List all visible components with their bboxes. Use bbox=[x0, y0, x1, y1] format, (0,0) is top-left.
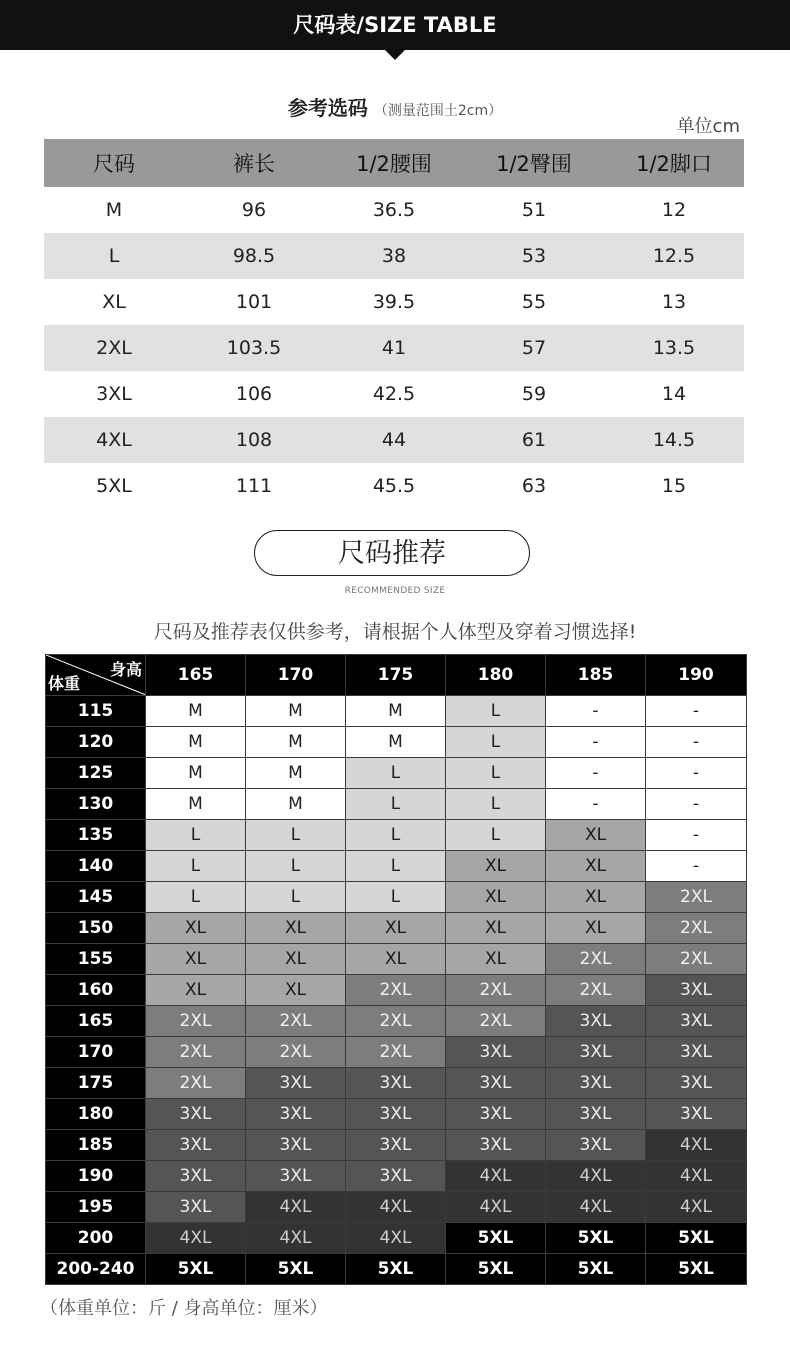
weight-cell: 125 bbox=[46, 758, 146, 789]
recommend-row bbox=[46, 1006, 747, 1037]
size-recommendation-cell: 3XL bbox=[446, 1037, 546, 1068]
size-cell: 3XL bbox=[96, 383, 132, 405]
size-recommendation-cell: 2XL bbox=[646, 944, 747, 975]
reference-heading bbox=[0, 92, 790, 121]
recommend-row bbox=[46, 1254, 747, 1285]
recommend-row bbox=[46, 1037, 747, 1068]
size-cell: 59 bbox=[521, 383, 547, 405]
recommend-row bbox=[46, 975, 747, 1006]
size-recommendation-cell: 3XL bbox=[246, 1161, 346, 1192]
size-recommendation-cell: L bbox=[446, 727, 546, 758]
recommend-row bbox=[46, 758, 747, 789]
size-recommendation-cell: L bbox=[246, 820, 346, 851]
size-cell: 13.5 bbox=[604, 325, 744, 371]
size-recommendation-cell: M bbox=[346, 727, 446, 758]
page-banner bbox=[0, 0, 790, 50]
size-recommendation-cell: 4XL bbox=[546, 1161, 646, 1192]
size-table-body bbox=[44, 187, 744, 509]
size-recommendation-cell: XL bbox=[446, 913, 546, 944]
size-cell: 41 bbox=[324, 325, 464, 371]
weight-cell: 190 bbox=[46, 1161, 146, 1192]
weight-cell: 120 bbox=[46, 727, 146, 758]
size-recommendation-cell: M bbox=[346, 696, 446, 727]
size-row bbox=[44, 233, 744, 279]
header-corner bbox=[46, 655, 146, 696]
size-cell: 15 bbox=[661, 475, 687, 497]
size-recommendation-cell: 4XL bbox=[646, 1130, 747, 1161]
size-recommendation-cell: XL bbox=[446, 882, 546, 913]
size-recommendation-cell: - bbox=[546, 727, 646, 758]
size-recommendation-cell: 3XL bbox=[246, 1068, 346, 1099]
size-recommendation-cell: L bbox=[146, 882, 246, 913]
size-recommendation-cell: 3XL bbox=[346, 1099, 446, 1130]
size-table-header bbox=[44, 139, 744, 187]
size-recommendation-cell: 3XL bbox=[546, 1099, 646, 1130]
header-hip: 1/2臀围 bbox=[464, 139, 604, 187]
recommend-subtitle: RECOMMENDED SIZE bbox=[344, 586, 446, 596]
size-recommendation-cell: - bbox=[646, 789, 747, 820]
size-recommendation-cell: L bbox=[446, 696, 546, 727]
size-cell: L bbox=[44, 233, 184, 279]
size-recommendation-cell: 4XL bbox=[646, 1192, 747, 1223]
size-cell: 14.5 bbox=[604, 417, 744, 463]
recommend-row bbox=[46, 820, 747, 851]
banner-arrow-icon bbox=[385, 50, 405, 60]
size-recommendation-cell: 4XL bbox=[446, 1192, 546, 1223]
size-recommendation-cell: XL bbox=[446, 944, 546, 975]
size-cell: 12 bbox=[661, 199, 687, 221]
weight-cell: 160 bbox=[46, 975, 146, 1006]
height-header: 175 bbox=[346, 655, 446, 696]
size-recommendation-cell: XL bbox=[446, 851, 546, 882]
weight-cell: 115 bbox=[46, 696, 146, 727]
size-recommendation-cell: 5XL bbox=[646, 1254, 747, 1285]
size-recommendation-cell: 2XL bbox=[546, 975, 646, 1006]
size-recommendation-cell: 5XL bbox=[146, 1254, 246, 1285]
size-recommendation-cell: L bbox=[246, 851, 346, 882]
height-header: 185 bbox=[546, 655, 646, 696]
size-cell: 38 bbox=[324, 233, 464, 279]
size-recommendation-cell: M bbox=[146, 758, 246, 789]
size-recommendation-cell: 3XL bbox=[646, 1068, 747, 1099]
size-recommendation-cell: XL bbox=[246, 913, 346, 944]
recommend-row bbox=[46, 944, 747, 975]
size-recommendation-cell: 5XL bbox=[546, 1223, 646, 1254]
weight-cell: 140 bbox=[46, 851, 146, 882]
size-recommendation-cell: XL bbox=[346, 944, 446, 975]
size-recommendation-cell: 2XL bbox=[146, 1037, 246, 1068]
size-cell: XL bbox=[102, 291, 126, 313]
height-header: 180 bbox=[446, 655, 546, 696]
size-recommendation-cell: M bbox=[246, 727, 346, 758]
size-recommendation-cell: 5XL bbox=[246, 1254, 346, 1285]
size-recommendation-cell: 3XL bbox=[346, 1161, 446, 1192]
size-recommendation-cell: M bbox=[146, 696, 246, 727]
banner-title: 尺码表/SIZE TABLE bbox=[293, 13, 497, 37]
header-size: 尺码 bbox=[44, 139, 184, 187]
recommend-title: 尺码推荐 bbox=[338, 538, 446, 569]
size-recommendation-cell: 4XL bbox=[246, 1223, 346, 1254]
size-recommendation-cell: - bbox=[646, 820, 747, 851]
size-cell: 45.5 bbox=[372, 475, 416, 497]
recommend-row bbox=[46, 1068, 747, 1099]
size-cell: 108 bbox=[184, 417, 324, 463]
size-cell: 111 bbox=[235, 475, 273, 497]
size-cell: 44 bbox=[324, 417, 464, 463]
size-recommendation-cell: 2XL bbox=[346, 1006, 446, 1037]
size-recommendation-cell: XL bbox=[546, 882, 646, 913]
height-header: 165 bbox=[146, 655, 246, 696]
recommend-row bbox=[46, 1223, 747, 1254]
recommend-row bbox=[46, 882, 747, 913]
size-recommendation-cell: 5XL bbox=[646, 1223, 747, 1254]
height-header: 190 bbox=[646, 655, 747, 696]
size-cell: 42.5 bbox=[372, 383, 416, 405]
size-cell: 4XL bbox=[44, 417, 184, 463]
size-cell: 96 bbox=[241, 199, 267, 221]
size-row bbox=[44, 417, 744, 463]
weight-cell: 150 bbox=[46, 913, 146, 944]
size-cell: 61 bbox=[464, 417, 604, 463]
size-recommendation-cell: 5XL bbox=[346, 1254, 446, 1285]
size-cell: 57 bbox=[464, 325, 604, 371]
weight-cell: 145 bbox=[46, 882, 146, 913]
header-hem: 1/2脚口 bbox=[604, 139, 744, 187]
size-cell: 5XL bbox=[96, 475, 132, 497]
recommend-row bbox=[46, 913, 747, 944]
size-recommendation-cell: - bbox=[546, 758, 646, 789]
size-recommendation-cell: 4XL bbox=[546, 1192, 646, 1223]
height-axis-label: 身高 bbox=[109, 660, 142, 679]
size-recommendation-cell: 3XL bbox=[446, 1099, 546, 1130]
size-recommendation-cell: 3XL bbox=[546, 1006, 646, 1037]
size-row bbox=[44, 463, 744, 509]
weight-cell: 200 bbox=[46, 1223, 146, 1254]
weight-cell: 170 bbox=[46, 1037, 146, 1068]
size-recommendation-cell: M bbox=[246, 696, 346, 727]
size-recommendation-cell: 2XL bbox=[246, 1037, 346, 1068]
recommend-row bbox=[46, 851, 747, 882]
size-recommendation-cell: L bbox=[146, 820, 246, 851]
recommend-row bbox=[46, 1192, 747, 1223]
size-recommendation-cell: L bbox=[446, 758, 546, 789]
size-recommendation-cell: 2XL bbox=[546, 944, 646, 975]
size-recommendation-cell: 4XL bbox=[446, 1161, 546, 1192]
size-recommendation-cell: 3XL bbox=[246, 1099, 346, 1130]
size-recommendation-cell: L bbox=[146, 851, 246, 882]
size-table bbox=[44, 139, 744, 509]
weight-cell: 175 bbox=[46, 1068, 146, 1099]
reference-note: （测量范围土2cm） bbox=[373, 103, 503, 119]
header-waist: 1/2腰围 bbox=[324, 139, 464, 187]
size-recommendation-cell: - bbox=[646, 851, 747, 882]
size-recommendation-cell: 3XL bbox=[646, 1006, 747, 1037]
weight-cell: 180 bbox=[46, 1099, 146, 1130]
size-recommendation-cell: 3XL bbox=[146, 1130, 246, 1161]
size-row bbox=[44, 325, 744, 371]
size-recommendation-cell: 3XL bbox=[546, 1068, 646, 1099]
size-cell: 63 bbox=[521, 475, 547, 497]
recommend-row bbox=[46, 1130, 747, 1161]
size-row bbox=[44, 279, 744, 325]
size-recommendation-cell: - bbox=[646, 758, 747, 789]
size-recommendation-cell: 3XL bbox=[646, 1099, 747, 1130]
recommend-note: 尺码及推荐表仅供参考，请根据个人体型及穿着习惯选择! bbox=[153, 621, 637, 643]
size-cell: 39.5 bbox=[372, 291, 416, 313]
size-recommendation-cell: 3XL bbox=[146, 1161, 246, 1192]
size-recommendation-cell: L bbox=[346, 789, 446, 820]
size-recommendation-cell: 4XL bbox=[246, 1192, 346, 1223]
size-recommendation-cell: L bbox=[446, 789, 546, 820]
size-recommendation-cell: 4XL bbox=[346, 1192, 446, 1223]
size-recommendation-cell: XL bbox=[146, 975, 246, 1006]
size-recommendation-cell: 5XL bbox=[446, 1254, 546, 1285]
unit-label: 单位cm bbox=[676, 116, 740, 137]
recommend-row bbox=[46, 696, 747, 727]
size-recommendation-cell: XL bbox=[246, 975, 346, 1006]
size-recommendation-cell: XL bbox=[546, 913, 646, 944]
size-recommendation-cell: XL bbox=[546, 851, 646, 882]
size-recommendation-cell: 2XL bbox=[146, 1006, 246, 1037]
size-recommendation-cell: 3XL bbox=[146, 1099, 246, 1130]
height-header: 170 bbox=[246, 655, 346, 696]
size-recommendation-cell: XL bbox=[146, 913, 246, 944]
size-recommendation-cell: 4XL bbox=[346, 1223, 446, 1254]
reference-title: 参考选码 bbox=[287, 96, 368, 120]
size-recommendation-cell: 2XL bbox=[646, 882, 747, 913]
size-recommendation-cell: XL bbox=[146, 944, 246, 975]
size-recommendation-cell: 3XL bbox=[346, 1130, 446, 1161]
size-recommendation-cell: 2XL bbox=[446, 1006, 546, 1037]
size-recommendation-cell: - bbox=[546, 696, 646, 727]
size-recommendation-cell: L bbox=[246, 882, 346, 913]
recommend-row bbox=[46, 789, 747, 820]
size-cell: 101 bbox=[235, 291, 273, 313]
weight-cell: 165 bbox=[46, 1006, 146, 1037]
size-recommendation-cell: 5XL bbox=[446, 1223, 546, 1254]
recommend-table bbox=[45, 654, 747, 1285]
recommend-pill bbox=[254, 530, 530, 576]
size-row bbox=[44, 187, 744, 233]
recommend-table-body bbox=[46, 696, 747, 1285]
weight-axis-label: 体重 bbox=[48, 674, 81, 693]
size-recommendation-cell: 2XL bbox=[146, 1068, 246, 1099]
size-recommendation-cell: 3XL bbox=[146, 1192, 246, 1223]
size-recommendation-cell: XL bbox=[546, 820, 646, 851]
size-recommendation-cell: 2XL bbox=[446, 975, 546, 1006]
size-recommendation-cell: L bbox=[346, 758, 446, 789]
recommend-table-header bbox=[46, 655, 747, 696]
size-cell: 12.5 bbox=[604, 233, 744, 279]
size-recommendation-cell: 3XL bbox=[446, 1068, 546, 1099]
weight-cell: 195 bbox=[46, 1192, 146, 1223]
weight-cell: 155 bbox=[46, 944, 146, 975]
size-recommendation-cell: 2XL bbox=[346, 1037, 446, 1068]
size-cell: 13 bbox=[661, 291, 687, 313]
weight-cell: 130 bbox=[46, 789, 146, 820]
weight-cell: 200-240 bbox=[46, 1254, 146, 1285]
size-cell: 103.5 bbox=[184, 325, 324, 371]
size-recommendation-cell: L bbox=[446, 820, 546, 851]
size-recommendation-cell: - bbox=[546, 789, 646, 820]
recommend-row bbox=[46, 1161, 747, 1192]
size-cell: 51 bbox=[521, 199, 547, 221]
size-recommendation-cell: XL bbox=[346, 913, 446, 944]
size-recommendation-cell: 5XL bbox=[546, 1254, 646, 1285]
size-cell: M bbox=[105, 199, 123, 221]
weight-cell: 185 bbox=[46, 1130, 146, 1161]
size-cell: 2XL bbox=[44, 325, 184, 371]
size-cell: 36.5 bbox=[372, 199, 416, 221]
size-recommendation-cell: L bbox=[346, 882, 446, 913]
size-recommendation-cell: M bbox=[146, 727, 246, 758]
size-recommendation-cell: L bbox=[346, 851, 446, 882]
size-recommendation-cell: M bbox=[146, 789, 246, 820]
size-recommendation-cell: 3XL bbox=[246, 1130, 346, 1161]
size-recommendation-cell: 4XL bbox=[146, 1223, 246, 1254]
size-recommendation-cell: M bbox=[246, 758, 346, 789]
size-recommendation-cell: XL bbox=[246, 944, 346, 975]
size-cell: 106 bbox=[235, 383, 273, 405]
size-recommendation-cell: 4XL bbox=[646, 1161, 747, 1192]
header-length: 裤长 bbox=[184, 139, 324, 187]
size-recommendation-cell: 3XL bbox=[546, 1037, 646, 1068]
size-recommendation-cell: 3XL bbox=[346, 1068, 446, 1099]
size-row bbox=[44, 371, 744, 417]
weight-cell: 135 bbox=[46, 820, 146, 851]
size-recommendation-cell: L bbox=[346, 820, 446, 851]
size-recommendation-cell: 3XL bbox=[646, 1037, 747, 1068]
size-recommendation-cell: - bbox=[646, 696, 747, 727]
size-recommendation-cell: 2XL bbox=[646, 913, 747, 944]
recommend-row bbox=[46, 727, 747, 758]
size-cell: 14 bbox=[661, 383, 687, 405]
units-footnote: （体重单位：斤 / 身高单位：厘米） bbox=[40, 1298, 328, 1319]
size-cell: 55 bbox=[521, 291, 547, 313]
size-cell: 53 bbox=[464, 233, 604, 279]
recommend-row bbox=[46, 1099, 747, 1130]
size-recommendation-cell: 3XL bbox=[646, 975, 747, 1006]
size-recommendation-cell: 2XL bbox=[346, 975, 446, 1006]
size-cell: 98.5 bbox=[184, 233, 324, 279]
size-recommendation-cell: M bbox=[246, 789, 346, 820]
size-recommendation-cell: 2XL bbox=[246, 1006, 346, 1037]
size-recommendation-cell: 3XL bbox=[546, 1130, 646, 1161]
size-recommendation-cell: 3XL bbox=[446, 1130, 546, 1161]
size-recommendation-cell: - bbox=[646, 727, 747, 758]
